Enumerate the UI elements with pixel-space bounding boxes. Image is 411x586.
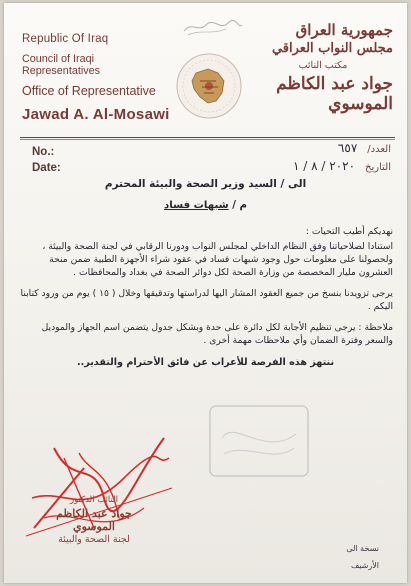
date-value: ٢٠٢٠ / ٨ / ١: [293, 159, 356, 173]
official-stamp-icon: [204, 398, 314, 488]
country-name: Republic Of Iraq: [22, 33, 109, 45]
council-name-arabic: مجلس النواب العراقي: [271, 41, 393, 56]
date-label: Date:: [32, 162, 61, 174]
paragraph-3: ملاحظة : يرجى تنظيم الأجابة لكل دائرة على حدة وبشكل جدول يتضمن اسم الجهاز والموديل والسعر وفترة الضمان وأي ملاحظات مهمة أخرى .: [41, 322, 393, 346]
signatory-committee: لجنة الصحة والبيئة: [58, 534, 130, 545]
signature-block: [44, 495, 144, 545]
council-name: Council of Iraqi Representatives: [22, 53, 101, 77]
subject-text: شبهات فساد: [164, 200, 229, 211]
closing-line: ننتهز هذه الفرصة للأعراب عن فائق الأحترام والتقدير..: [76, 357, 335, 368]
number-label-arabic: العدد/: [367, 144, 391, 155]
letter-page: [4, 3, 407, 583]
office-name: Office of Representative: [22, 84, 156, 98]
representative-name: Jawad A. Al-Mosawi: [22, 106, 170, 123]
parliament-emblem-icon: [174, 51, 244, 121]
office-name-arabic: مكتب النائب: [298, 60, 348, 71]
header-divider: [20, 137, 395, 138]
date-label-arabic: التاريخ: [365, 162, 391, 173]
number-row: [221, 141, 391, 159]
subject-line: [18, 200, 393, 211]
greeting: نهديكم أطيب التحيات :: [305, 226, 393, 237]
handwritten-mark-icon: [182, 17, 244, 37]
meta-english: [32, 146, 61, 178]
number-label: No.:: [32, 146, 55, 158]
paragraph-2: يرجى تزويدنا بنسخ من جميع العقود المشار اليها لدراستها وتدقيقها وخلال ( ١٥ ) يوم من ورود كتابنا اليكم .: [20, 288, 393, 312]
number-value: ٦٥٧: [337, 141, 358, 155]
addressee: الى / السيد وزير الصحة والبيئة المحترم: [104, 178, 307, 190]
subject-prefix: م /: [228, 200, 247, 211]
letterhead-arabic: [253, 21, 393, 114]
signatory-title: النائب الدكتور: [69, 495, 119, 505]
signatory-name: جواد عبد الكاظم الموسوي: [56, 507, 132, 533]
meta-arabic: [221, 141, 391, 177]
letter-body: [18, 178, 393, 368]
country-name-arabic: جمهورية العراق: [295, 21, 393, 39]
archive-label: الأرشيف: [350, 561, 379, 570]
copy-to-label: نسخة الى: [346, 544, 379, 553]
letterhead-english: [22, 33, 172, 123]
copies-block: [346, 544, 379, 578]
paragraph-1: استنادا لصلاحياتنا وفق النظام الداخلي لمجلس النواب ودورنا الرقابي في لجنة الصحة والبيئة ، ولحصولنا على معلومات حول وجود شبهات فساد في عقود شراء الأجهزة الطبية ضمن منحة العشرون مليار المخصصة من وزارة الصحة لكل دوائر الصحة في بغداد والمحافظات .: [42, 241, 393, 278]
header-divider-secondary: [20, 139, 395, 140]
date-row: [221, 159, 391, 177]
representative-name-arabic: جواد عبد الكاظم الموسوي: [276, 74, 393, 114]
